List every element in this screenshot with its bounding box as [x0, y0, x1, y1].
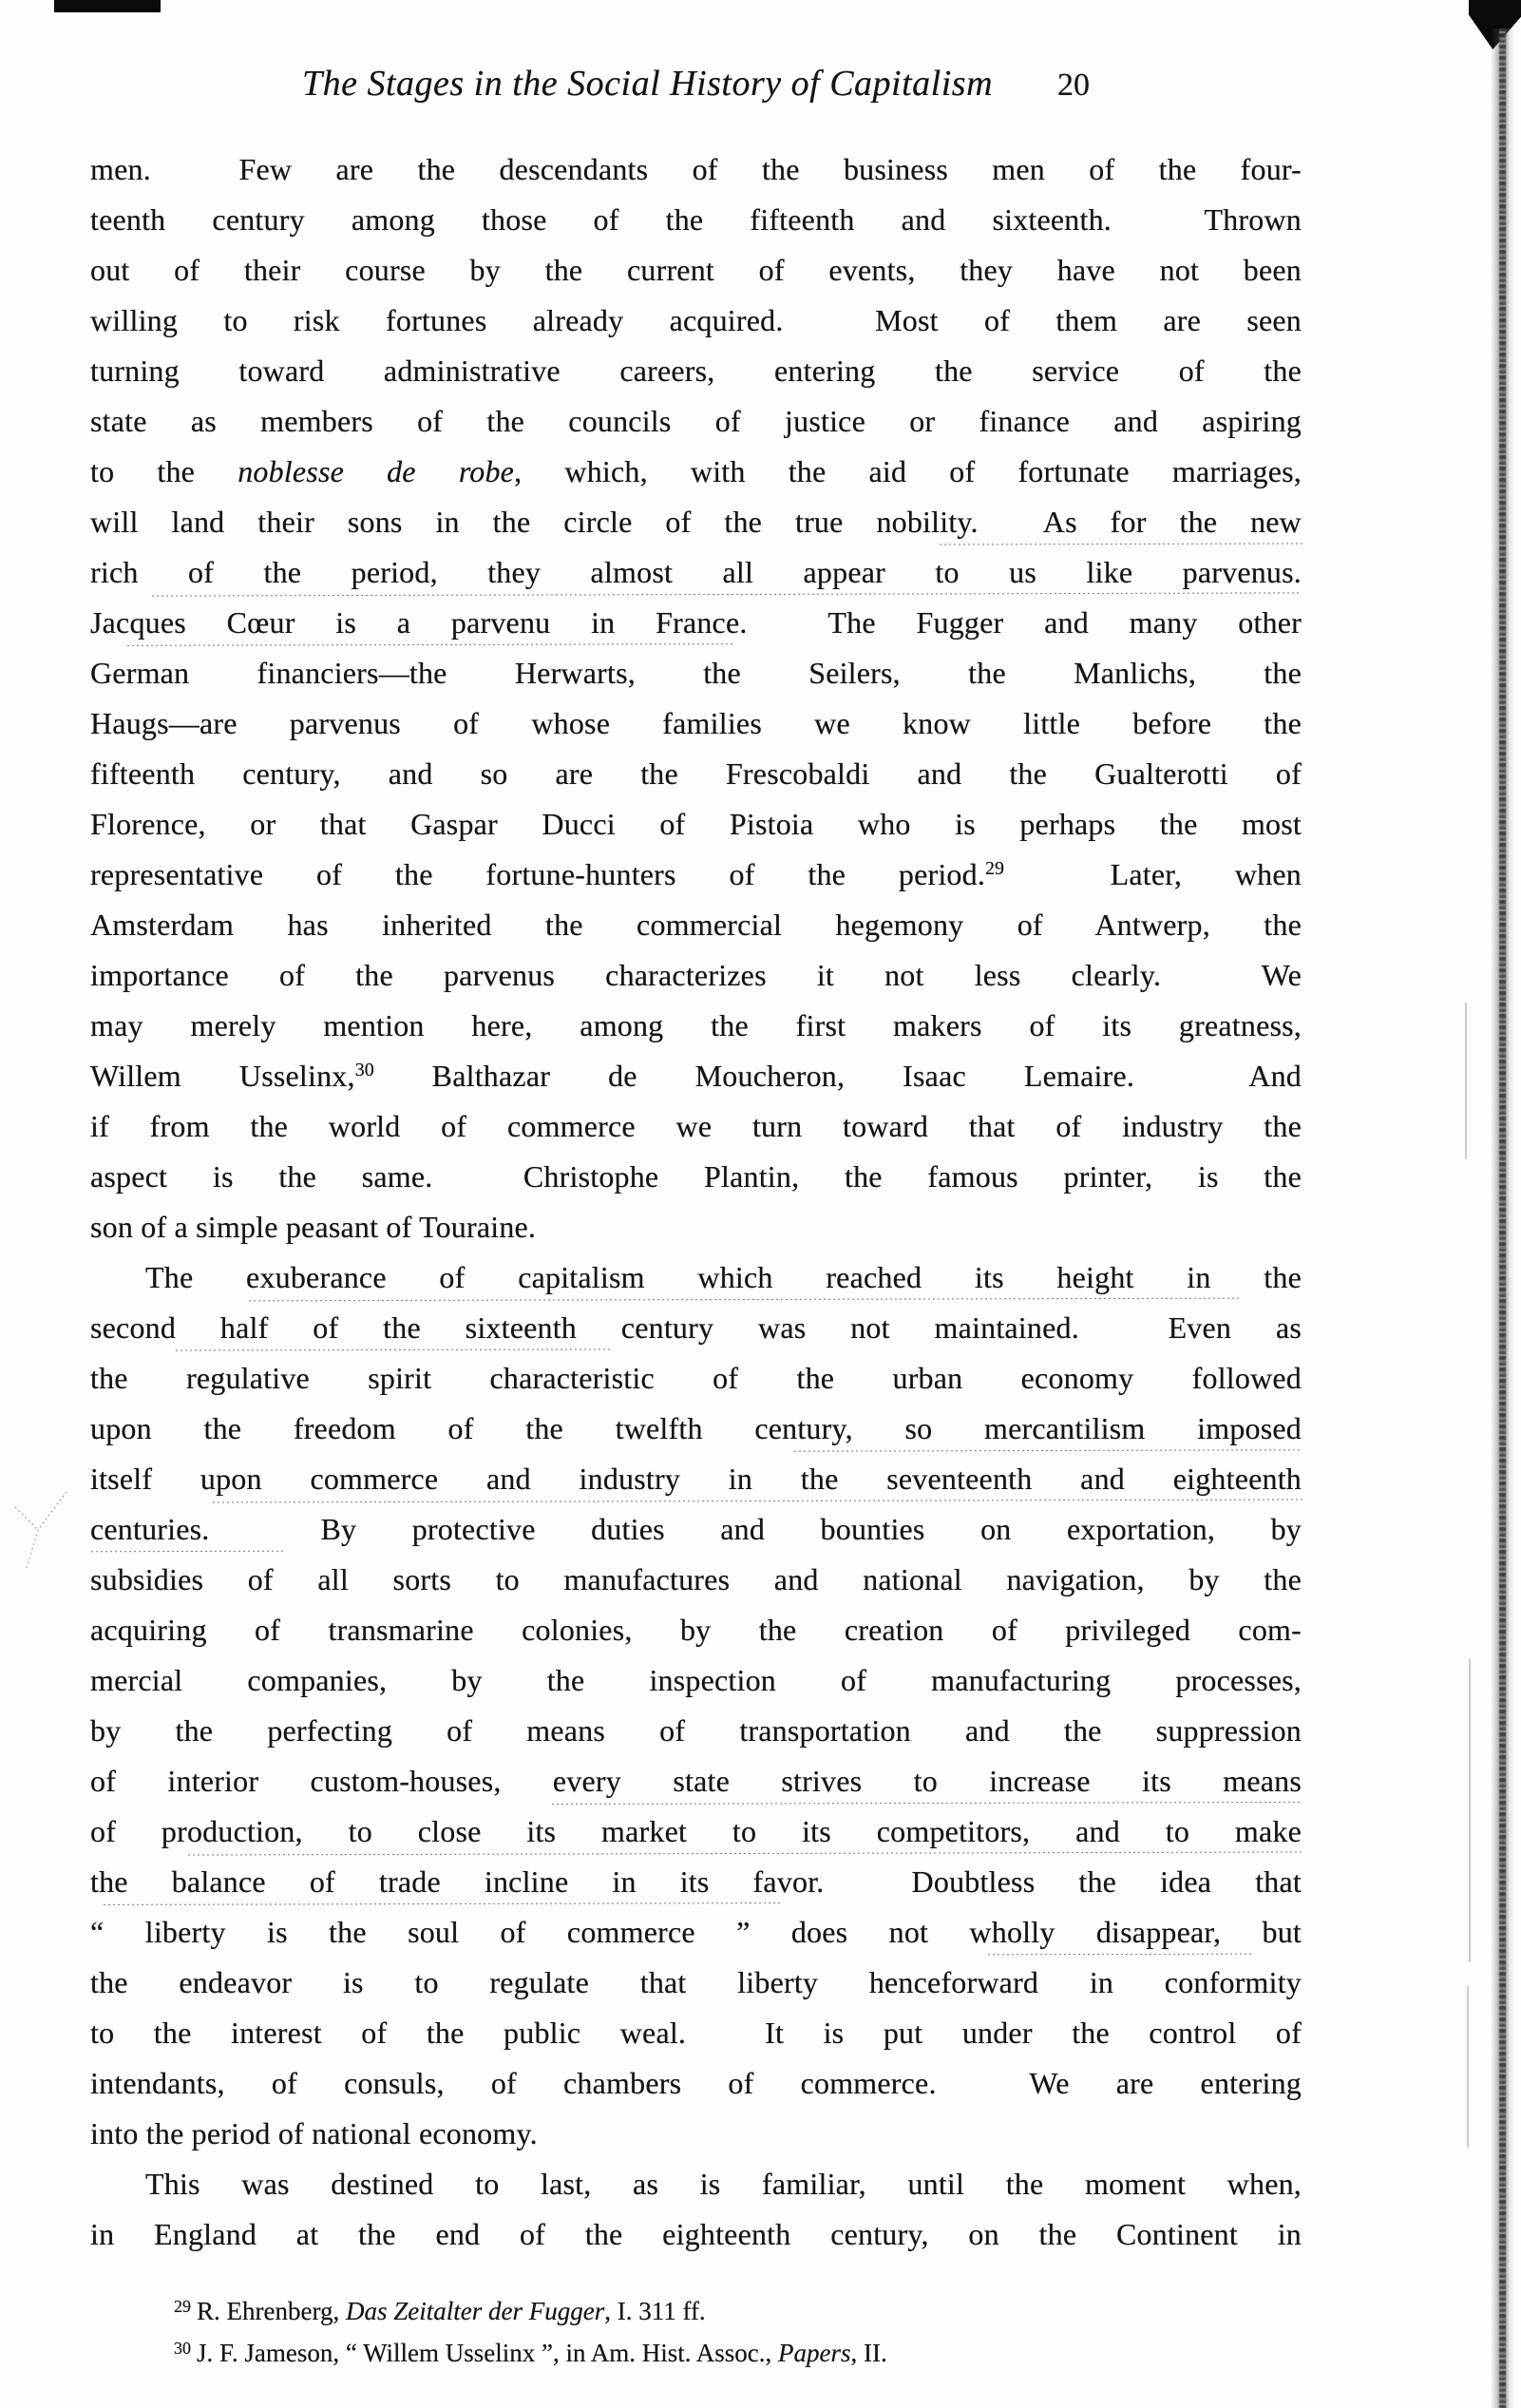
text-segment: J. F. Jameson, “ Willem Usselinx ”, in Am. Hist. Assoc.,	[197, 2339, 778, 2367]
text-line	[90, 598, 1302, 648]
text-line	[90, 2058, 1302, 2109]
margin-pencil-line	[1465, 1003, 1467, 1159]
text-segment: The exuberance of capitalism which reached its height in the	[145, 1260, 1302, 1294]
text-line	[90, 1353, 1302, 1404]
text-line	[90, 195, 1302, 245]
text-segment: men. Few are the descendants of the business men of the four-	[90, 152, 1302, 186]
text-segment: if from the world of commerce we turn toward that of industry the	[90, 1109, 1302, 1143]
text-segment: aspect is the same. Christophe Plantin, the famous printer, is the	[90, 1159, 1302, 1194]
text-line	[90, 950, 1302, 1001]
text-line	[90, 749, 1302, 799]
footnote-number: 30	[174, 2339, 191, 2358]
pencil-underline	[938, 542, 1302, 545]
text-segment: out of their course by the current of events, they have not been	[90, 253, 1302, 287]
text-segment: state as members of the councils of justice or finance and aspiring	[90, 404, 1302, 438]
text-segment: Amsterdam has inherited the commercial hegemony of Antwerp, the	[90, 908, 1302, 942]
text-line	[90, 447, 1302, 497]
pencil-underline	[151, 591, 1302, 597]
text-segment: representative of the fortune-hunters of the period.	[90, 857, 986, 891]
footnote	[90, 2292, 1302, 2334]
text-line	[90, 1756, 1302, 1806]
text-segment: the regulative spirit characteristic of the urban economy followed	[90, 1361, 1302, 1395]
text-line	[90, 900, 1302, 950]
text-segment: “ liberty is the soul of commerce ” does not wholly disappear, but	[90, 1915, 1302, 1949]
pencil-underline	[986, 1953, 1253, 1957]
text-segment: German financiers—the Herwarts, the Seilers, the Manlichs, the	[90, 656, 1302, 690]
text-segment: intendants, of consuls, of chambers of commerce. We are entering	[90, 2066, 1302, 2100]
text-line	[90, 1252, 1302, 1303]
text-line	[90, 296, 1302, 346]
text-line	[90, 1555, 1302, 1605]
text-segment: mercial companies, by the inspection of manufacturing processes,	[90, 1663, 1302, 1697]
text-segment: in England at the end of the eighteenth century, on the Continent in	[90, 2217, 1302, 2251]
text-line	[90, 396, 1302, 447]
text-segment: the endeavor is to regulate that liberty henceforward in conformity	[90, 1965, 1302, 1999]
text-line	[90, 2209, 1302, 2260]
text-line	[90, 1907, 1302, 1958]
text-segment: Later, when	[1004, 857, 1302, 891]
text-line	[90, 1454, 1302, 1504]
text-segment: turning toward administrative careers, entering the service of the	[90, 354, 1302, 388]
text-segment: into the period of national economy.	[90, 2116, 538, 2150]
text-segment: will land their sons in the circle of the true nobility. As for the new	[90, 505, 1302, 539]
text-segment: fifteenth century, and so are the Frescobaldi and the Gualterotti of	[90, 756, 1302, 791]
text-segment: Das Zeitalter der Fugger	[345, 2297, 605, 2325]
page-title: The Stages in the Social History of Capitalism	[301, 64, 994, 104]
footnote-number: 29	[174, 2297, 191, 2316]
text-segment: Jacques Cœur is a parvenu in France. The Fugger and many other	[90, 605, 1302, 640]
text-segment: willing to risk fortunes already acquired. Most of them are seen	[90, 303, 1302, 337]
text-segment: of interior custom-houses, every state strives to increase its means	[90, 1764, 1302, 1798]
text-segment: may merely mention here, among the first makers of its greatness,	[90, 1008, 1302, 1042]
pencil-underline	[211, 1498, 1302, 1503]
text-line	[90, 245, 1302, 296]
pencil-underline	[175, 1347, 611, 1351]
page-header	[90, 63, 1302, 105]
text-line	[90, 698, 1302, 749]
text-line	[90, 547, 1302, 598]
text-line	[90, 1202, 1302, 1252]
text-line	[90, 144, 1302, 195]
pencil-underline	[103, 1902, 781, 1906]
text-line	[90, 1958, 1302, 2008]
text-segment: , which, with the aid of fortunate marriages,	[514, 454, 1302, 488]
pencil-underline	[248, 1297, 1242, 1303]
pencil-underline	[792, 1448, 1302, 1452]
text-segment: , I. 311 ff.	[604, 2297, 706, 2325]
text-line	[90, 1857, 1302, 1907]
text-line	[90, 1303, 1302, 1353]
text-line	[90, 850, 1302, 900]
text-segment: subsidies of all sorts to manufactures and national navigation, by the	[90, 1562, 1302, 1596]
text-line	[90, 1051, 1302, 1101]
footnote	[90, 2334, 1302, 2376]
text-segment: the balance of trade incline in its favor. Doubtless the idea that	[90, 1864, 1302, 1899]
footnotes	[90, 2292, 1302, 2376]
text-segment: upon the freedom of the twelfth century, so mercantilism imposed	[90, 1411, 1302, 1445]
text-segment: importance of the parvenus characterizes it not less clearly. We	[90, 958, 1302, 992]
text-line	[90, 1001, 1302, 1051]
text-line	[90, 1655, 1302, 1706]
text-line	[90, 1806, 1302, 1857]
footnote-marker: 29	[985, 858, 1005, 879]
text-line	[90, 1404, 1302, 1454]
text-segment: Papers	[778, 2339, 851, 2367]
text-segment: Balthazar de Moucheron, Isaac Lemaire. And	[373, 1059, 1302, 1093]
text-segment: to the	[90, 454, 238, 488]
scan-artifact-bar	[54, 0, 161, 12]
margin-pencil-line	[1467, 1986, 1469, 2148]
text-line	[90, 346, 1302, 396]
pencil-underline	[550, 1801, 1302, 1806]
text-segment: to the interest of the public weal. It is put under the control of	[90, 2016, 1302, 2050]
text-line	[90, 1504, 1302, 1555]
text-segment: son of a simple peasant of Touraine.	[90, 1210, 537, 1244]
pencil-underline	[126, 642, 732, 647]
margin-pencil-check-icon	[8, 1482, 84, 1577]
text-segment: of production, to close its market to its competitors, and to make	[90, 1814, 1302, 1848]
text-segment: by the perfecting of means of transportation and the suppression	[90, 1713, 1302, 1748]
text-segment: Florence, or that Gaspar Ducci of Pistoia who is perhaps the most	[90, 807, 1302, 841]
text-segment: R. Ehrenberg,	[197, 2297, 346, 2325]
text-segment: itself upon commerce and industry in the seventeenth and eighteenth	[90, 1462, 1302, 1496]
pencil-underline	[90, 1550, 284, 1554]
text-line	[90, 1706, 1302, 1756]
margin-pencil-line	[1469, 1658, 1471, 1962]
text-line	[90, 1101, 1302, 1152]
text-segment: Haugs—are parvenus of whose families we know little before the	[90, 706, 1302, 740]
text-segment: , II.	[850, 2339, 887, 2367]
text-segment: teenth century among those of the fifteenth and sixteenth. Thrown	[90, 202, 1302, 237]
text-line	[90, 497, 1302, 547]
text-line	[90, 2109, 1302, 2159]
page-number: 20	[1057, 67, 1091, 103]
scan-page-edge-strip	[1491, 29, 1515, 2408]
text-segment: noblesse de robe	[238, 454, 515, 488]
pencil-underline	[187, 1850, 1302, 1856]
text-segment: second half of the sixteenth century was not maintained. Even as	[90, 1310, 1302, 1345]
text-line	[90, 1605, 1302, 1655]
text-line	[90, 799, 1302, 850]
text-line	[90, 1152, 1302, 1202]
text-segment: centuries. By protective duties and bounties on exportation, by	[90, 1512, 1302, 1546]
text-line	[90, 2159, 1302, 2209]
text-line	[90, 2008, 1302, 2058]
body-text	[90, 144, 1302, 2260]
footnote-marker: 30	[354, 1060, 374, 1080]
text-line	[90, 648, 1302, 698]
text-segment: acquiring of transmarine colonies, by the creation of privileged com-	[90, 1613, 1302, 1647]
text-segment: Willem Usselinx,	[90, 1059, 355, 1093]
text-segment: This was destined to last, as is familiar, until the moment when,	[145, 2167, 1302, 2201]
text-segment: rich of the period, they almost all appear to us like parvenus.	[90, 555, 1302, 589]
